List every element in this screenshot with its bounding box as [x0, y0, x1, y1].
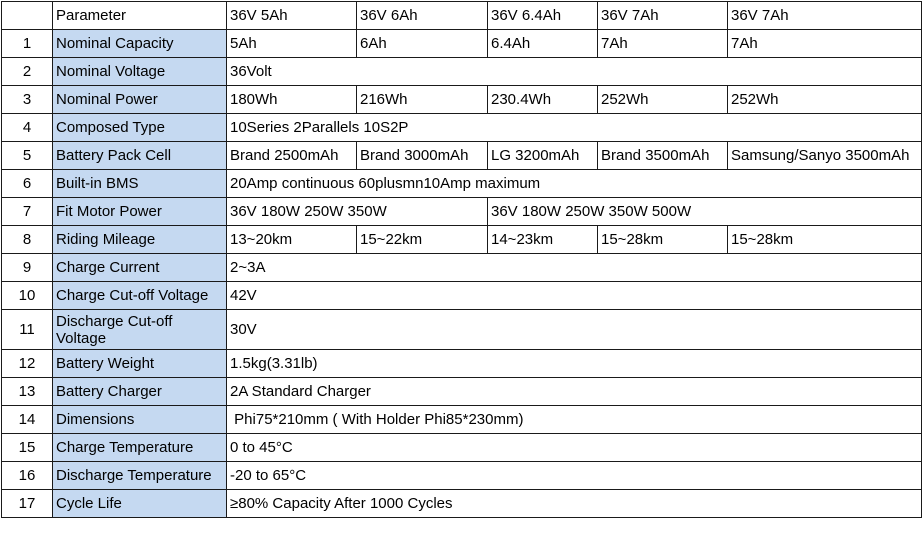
table-row — [2, 282, 922, 310]
value-cell: 36V 180W 250W 350W — [227, 198, 488, 226]
value-cell: Brand 3500mAh — [598, 142, 728, 170]
value-cell: Brand 2500mAh — [227, 142, 357, 170]
row-number: 14 — [2, 406, 53, 434]
table-row — [2, 86, 922, 114]
table-row — [2, 490, 922, 518]
parameter-label: Nominal Capacity — [53, 30, 227, 58]
row-number: 7 — [2, 198, 53, 226]
parameter-label: Discharge Temperature — [53, 462, 227, 490]
value-cell: 5Ah — [227, 30, 357, 58]
value-cell: ≥80% Capacity After 1000 Cycles — [227, 490, 922, 518]
parameter-label: Nominal Power — [53, 86, 227, 114]
parameter-label: Battery Weight — [53, 350, 227, 378]
value-cell: 15~22km — [357, 226, 488, 254]
value-cell: 20Amp continuous 60plusmn10Amp maximum — [227, 170, 922, 198]
table-row — [2, 114, 922, 142]
table-row — [2, 254, 922, 282]
table-row — [2, 350, 922, 378]
header-model-2: 36V 6Ah — [357, 2, 488, 30]
value-cell: Samsung/Sanyo 3500mAh — [728, 142, 922, 170]
parameter-label: Battery Charger — [53, 378, 227, 406]
parameter-label: Charge Cut-off Voltage — [53, 282, 227, 310]
header-parameter: Parameter — [53, 2, 227, 30]
value-cell: 230.4Wh — [488, 86, 598, 114]
row-number: 16 — [2, 462, 53, 490]
header-row — [2, 2, 922, 30]
value-cell: 14~23km — [488, 226, 598, 254]
table-row — [2, 142, 922, 170]
row-number: 11 — [2, 310, 53, 350]
row-number: 10 — [2, 282, 53, 310]
parameter-label: Nominal Voltage — [53, 58, 227, 86]
parameter-label: Built-in BMS — [53, 170, 227, 198]
row-number: 6 — [2, 170, 53, 198]
parameter-label: Battery Pack Cell — [53, 142, 227, 170]
parameter-label: Fit Motor Power — [53, 198, 227, 226]
table-row — [2, 434, 922, 462]
value-cell: Phi75*210mm ( With Holder Phi85*230mm) — [227, 406, 922, 434]
row-number: 2 — [2, 58, 53, 86]
header-model-1: 36V 5Ah — [227, 2, 357, 30]
row-number: 15 — [2, 434, 53, 462]
value-cell: 7Ah — [728, 30, 922, 58]
value-cell: 0 to 45°C — [227, 434, 922, 462]
row-number: 9 — [2, 254, 53, 282]
parameter-label: Riding Mileage — [53, 226, 227, 254]
table-row — [2, 58, 922, 86]
row-number: 4 — [2, 114, 53, 142]
value-cell: 15~28km — [598, 226, 728, 254]
row-number: 12 — [2, 350, 53, 378]
value-cell: 7Ah — [598, 30, 728, 58]
battery-spec-table — [1, 1, 922, 518]
parameter-label: Composed Type — [53, 114, 227, 142]
value-cell: 10Series 2Parallels 10S2P — [227, 114, 922, 142]
value-cell: 42V — [227, 282, 922, 310]
value-cell: -20 to 65°C — [227, 462, 922, 490]
value-cell: LG 3200mAh — [488, 142, 598, 170]
header-num-cell — [2, 2, 53, 30]
row-number: 13 — [2, 378, 53, 406]
value-cell: 6Ah — [357, 30, 488, 58]
parameter-label: Discharge Cut-off Voltage — [53, 310, 227, 350]
value-cell: 180Wh — [227, 86, 357, 114]
value-cell: 15~28km — [728, 226, 922, 254]
parameter-label: Dimensions — [53, 406, 227, 434]
table-row — [2, 30, 922, 58]
value-cell: 2~3A — [227, 254, 922, 282]
row-number: 8 — [2, 226, 53, 254]
value-cell: 36Volt — [227, 58, 922, 86]
row-number: 17 — [2, 490, 53, 518]
table-row — [2, 170, 922, 198]
parameter-label: Charge Current — [53, 254, 227, 282]
value-cell: 13~20km — [227, 226, 357, 254]
value-cell: 30V — [227, 310, 922, 350]
row-number: 3 — [2, 86, 53, 114]
value-cell: 216Wh — [357, 86, 488, 114]
parameter-label: Charge Temperature — [53, 434, 227, 462]
value-cell: 252Wh — [598, 86, 728, 114]
row-number: 5 — [2, 142, 53, 170]
header-model-4: 36V 7Ah — [598, 2, 728, 30]
value-cell: 1.5kg(3.31lb) — [227, 350, 922, 378]
table-row — [2, 462, 922, 490]
table-row — [2, 198, 922, 226]
value-cell: Brand 3000mAh — [357, 142, 488, 170]
table-row — [2, 310, 922, 350]
table-row — [2, 378, 922, 406]
value-cell: 2A Standard Charger — [227, 378, 922, 406]
header-model-5: 36V 7Ah — [728, 2, 922, 30]
table-row — [2, 226, 922, 254]
value-cell: 252Wh — [728, 86, 922, 114]
row-number: 1 — [2, 30, 53, 58]
value-cell: 6.4Ah — [488, 30, 598, 58]
header-model-3: 36V 6.4Ah — [488, 2, 598, 30]
value-cell: 36V 180W 250W 350W 500W — [488, 198, 922, 226]
table-row — [2, 406, 922, 434]
parameter-label: Cycle Life — [53, 490, 227, 518]
